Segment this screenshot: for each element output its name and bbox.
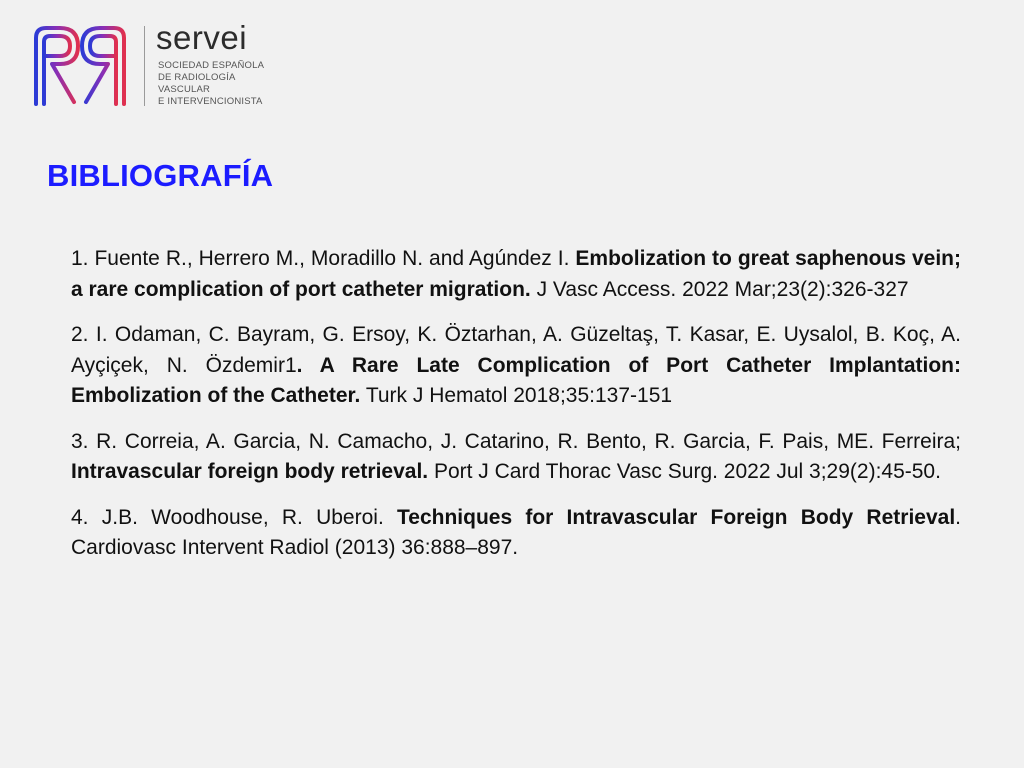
logo-subtitle-line: VASCULAR [158, 84, 211, 95]
reference-item [71, 244, 961, 305]
reference-number: 1. [71, 247, 89, 270]
reference-authors: I. Odaman, C. Bayram, G. Ersoy, K. Öztarhan, A. Güzeltaş, T. Kasar, E. Uysalol, B. Koç, A. Ayçiçek, N. Özdemir1 [71, 323, 961, 377]
logo-subtitle [158, 60, 264, 108]
logo-divider [144, 26, 145, 106]
logo-subtitle-line: DE RADIOLOGÍA [158, 72, 236, 83]
reference-source: J Vasc Access. 2022 Mar;23(2):326-327 [530, 277, 909, 301]
logo-wordmark: servei [156, 19, 248, 56]
reference-number: 2. [71, 323, 89, 346]
reference-title: Embolization to great saphenous vein; a rare complication of port catheter migration. [71, 247, 962, 301]
reference-source: . Cardiovasc Intervent Radiol (2013) 36:888–897. [71, 505, 961, 559]
logo-subtitle-line: E INTERVENCIONISTA [158, 96, 263, 107]
reference-item [71, 427, 961, 488]
reference-title: . A Rare Late Complication of Port Catheter Implantation: Embolization of the Catheter. [71, 353, 961, 407]
servei-logo [30, 19, 290, 114]
reference-source: Port J Card Thorac Vasc Surg. 2022 Jul 3;29(2):45-50. [428, 460, 941, 483]
reference-title: Intravascular foreign body retrieval. [71, 460, 429, 483]
logo-subtitle-line: SOCIEDAD ESPAÑOLA [158, 60, 265, 71]
page-title: BIBLIOGRAFÍA [47, 158, 274, 193]
reference-number: 3. [71, 429, 89, 453]
reference-authors: R. Correia, A. Garcia, N. Camacho, J. Catarino, R. Bento, R. Garcia, F. Pais, ME. Ferreira; [88, 429, 961, 453]
reference-authors: Fuente R., Herrero M., Moradillo N. and Agúndez I. [88, 247, 576, 270]
reference-item [71, 320, 961, 412]
servei-logo-mark-icon [30, 24, 130, 108]
reference-number: 4. [71, 505, 89, 529]
reference-item [71, 503, 961, 564]
reference-authors: J.B. Woodhouse, R. Uberoi. [88, 505, 397, 529]
reference-source: Turk J Hematol 2018;35:137-151 [360, 384, 673, 407]
reference-title: Techniques for Intravascular Foreign Body Retrieval [397, 505, 956, 529]
reference-list [71, 244, 961, 579]
